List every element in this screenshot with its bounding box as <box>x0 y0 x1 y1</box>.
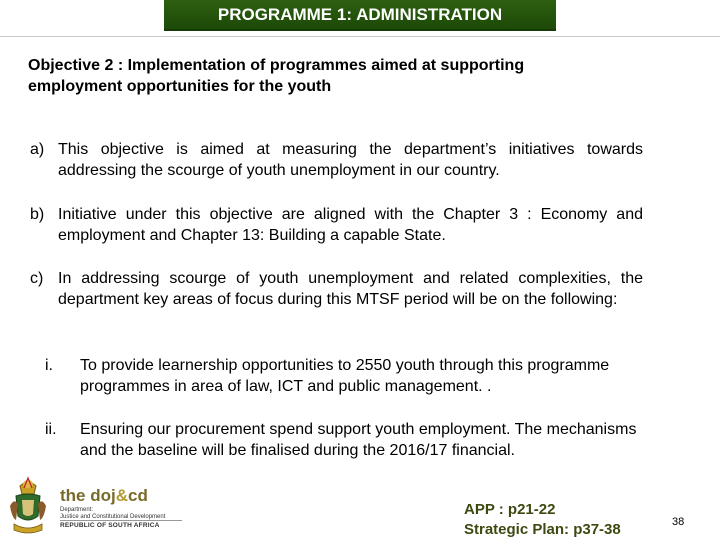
list-item-text: Initiative under this objective are aligned with the Chapter 3 : Economy and employment and Chapter 13: Building a capable State. <box>58 206 643 244</box>
strategic-plan-reference: Strategic Plan: p37-38 <box>464 521 621 538</box>
list-item-text: In addressing scourge of youth unemployment and related complexities, the department key areas of focus during this MTSF period will be on the following: <box>58 270 643 308</box>
objective-line-2: employment opportunities for the youth <box>28 78 332 95</box>
page-number: 38 <box>672 516 685 528</box>
sub-item-text: To provide learnership opportunities to 2550 youth through this programme programmes in area of law, ICT and public management. . <box>80 357 610 395</box>
list-item-text: This objective is aimed at measuring the department’s initiatives towards addressing the scourge of youth unemployment in our country. <box>58 141 643 179</box>
coat-of-arms-icon <box>6 476 50 536</box>
logo-department-text: Department: Justice and Constitutional Development <box>60 507 166 520</box>
references <box>464 500 621 540</box>
objective-heading <box>28 55 648 97</box>
logo-country-text: REPUBLIC OF SOUTH AFRICA <box>60 522 160 529</box>
sub-marker: i. <box>45 357 53 374</box>
app-reference: APP : p21-22 <box>464 501 556 518</box>
list-marker: b) <box>30 206 45 223</box>
list-marker: a) <box>30 141 45 158</box>
page-title: PROGRAMME 1: ADMINISTRATION <box>217 5 503 24</box>
logo-divider <box>60 520 182 521</box>
header-divider <box>0 36 720 37</box>
objective-line-1: Objective 2 : Implementation of programmes aimed at supporting <box>28 57 525 74</box>
title-bar <box>164 0 556 31</box>
logo-brand: the doj&cd <box>60 486 148 505</box>
list-marker: c) <box>30 270 44 287</box>
doj-logo <box>6 474 186 538</box>
sub-marker: ii. <box>45 421 57 438</box>
sub-item-text: Ensuring our procurement spend support youth employment. The mechanisms and the baseline will be finalised during the 2016/17 financial. <box>80 421 637 459</box>
